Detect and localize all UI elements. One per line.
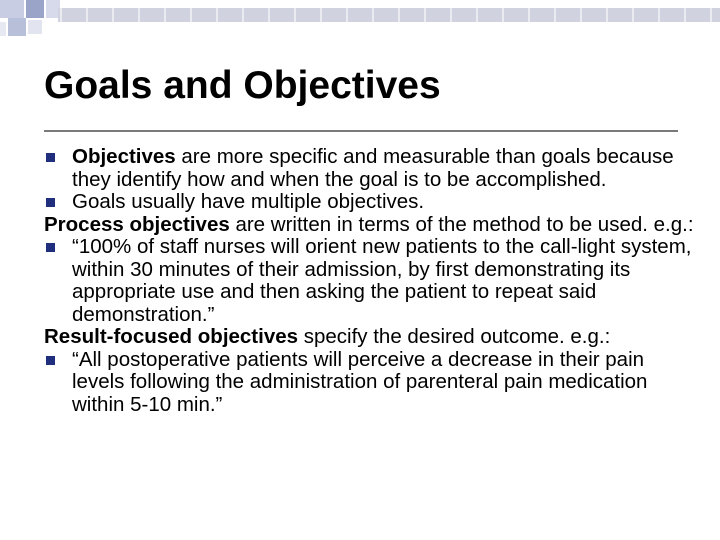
- header-band-tick: [580, 8, 582, 22]
- header-band-tick: [190, 8, 192, 22]
- header-band-tick: [424, 8, 426, 22]
- result-example-text: “All postoperative patients will perceive a decrease in their pain levels following the administration of parenteral pain medication within 5-10 min.”: [72, 347, 648, 416]
- header-band-tick: [684, 8, 686, 22]
- objectives-text: are more specific and measurable than goals because they identify how and when the goal is to be accomplished.: [72, 145, 674, 191]
- paragraph-result-focused-objectives: [44, 326, 694, 349]
- header-band-tick: [606, 8, 608, 22]
- square-bullet-icon: [46, 243, 55, 252]
- header-band-tick: [528, 8, 530, 22]
- header-band-tick: [60, 8, 62, 22]
- header-band: [58, 8, 720, 22]
- term-result-focused-objectives: Result-focused objectives: [44, 325, 299, 348]
- square-bullet-icon: [46, 198, 55, 207]
- header-band-tick: [658, 8, 660, 22]
- header-band-tick: [372, 8, 374, 22]
- header-band-tick: [86, 8, 88, 22]
- decorative-square: [26, 0, 44, 18]
- term-objectives: Objectives: [72, 145, 176, 168]
- result-focused-text: specify the desired outcome. e.g.:: [298, 325, 611, 348]
- slide-body: [44, 146, 694, 416]
- header-band-tick: [554, 8, 556, 22]
- paragraph-process-objectives: [44, 214, 694, 237]
- decorative-header-squares: [0, 0, 720, 40]
- header-band-tick: [242, 8, 244, 22]
- bullet-goals: [44, 191, 694, 214]
- header-band-tick: [138, 8, 140, 22]
- decorative-square: [28, 20, 42, 34]
- square-bullet-icon: [46, 153, 55, 162]
- goals-text: Goals usually have multiple objectives.: [72, 190, 425, 213]
- header-band-tick: [346, 8, 348, 22]
- header-band-tick: [268, 8, 270, 22]
- process-example-text: “100% of staff nurses will orient new patients to the call-light system, within 30 minutes of their admission, by first demonstrating its appropriate use and then asking the patient to repeat said demonstration.”: [72, 235, 692, 326]
- bullet-result-example: [44, 349, 694, 417]
- decorative-square: [0, 0, 24, 18]
- bullet-process-example: [44, 236, 694, 326]
- decorative-square: [8, 18, 26, 36]
- title-divider: [44, 130, 678, 132]
- header-band-tick: [398, 8, 400, 22]
- header-band-tick: [710, 8, 712, 22]
- header-band-tick: [164, 8, 166, 22]
- header-band-tick: [112, 8, 114, 22]
- header-band-tick: [216, 8, 218, 22]
- term-process-objectives: Process objectives: [44, 212, 230, 236]
- header-band-tick: [450, 8, 452, 22]
- bullet-objectives: [44, 146, 694, 191]
- process-objectives-text: are written in terms of the method to be used. e.g.:: [229, 212, 694, 236]
- header-band-tick: [476, 8, 478, 22]
- decorative-square: [46, 0, 60, 18]
- header-band-tick: [320, 8, 322, 22]
- slide-title: Goals and Objectives: [44, 64, 441, 107]
- square-bullet-icon: [46, 356, 55, 365]
- header-band-tick: [294, 8, 296, 22]
- header-band-tick: [632, 8, 634, 22]
- decorative-square: [0, 22, 6, 36]
- header-band-tick: [502, 8, 504, 22]
